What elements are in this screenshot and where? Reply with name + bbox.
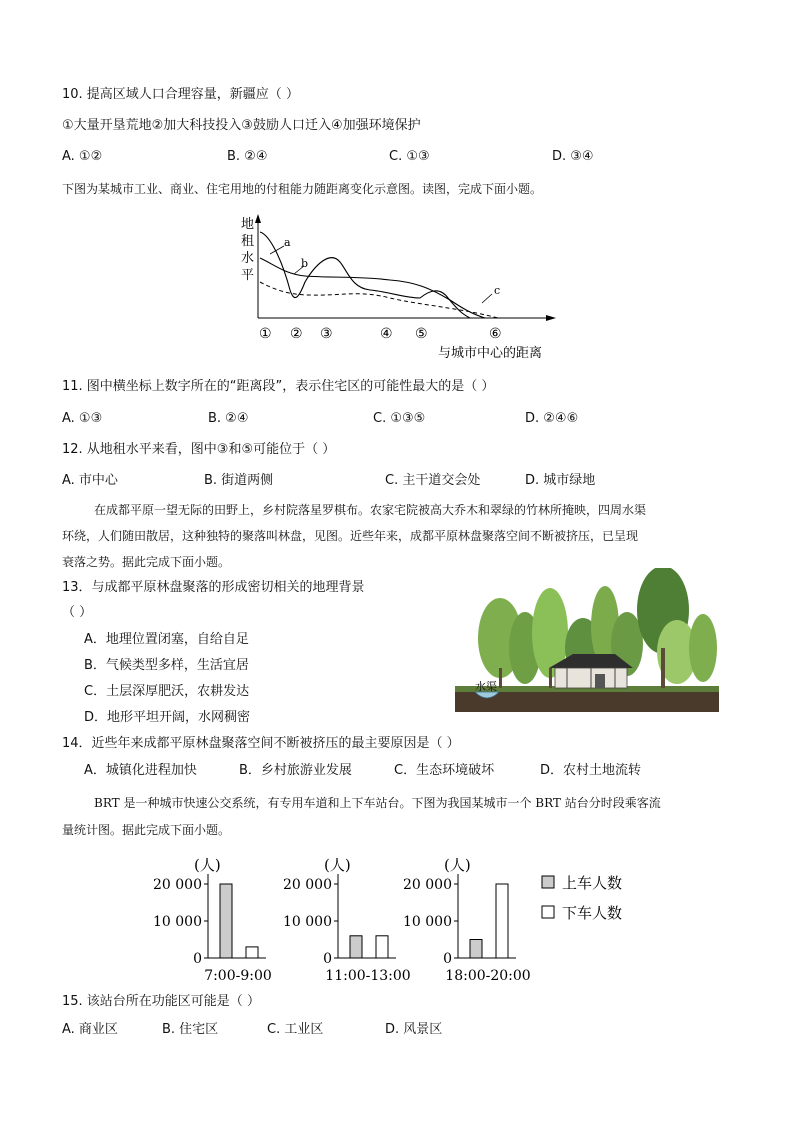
rent-ylabel-1: 地 — [241, 217, 255, 232]
intro-linpan-line3: 衰落之势。据此完成下面小题。 — [62, 555, 231, 569]
house-door — [595, 674, 605, 688]
brt-y-tick-label: 10 000 — [283, 914, 332, 930]
q15-option-d[interactable]: D. 风景区 — [385, 1022, 443, 1037]
q11-option-b[interactable]: B. ②④ — [208, 411, 249, 426]
q10-option-b[interactable]: B. ②④ — [227, 149, 268, 164]
rent-xlabel: 与城市中心的距离 — [438, 346, 543, 360]
q13-option-c[interactable]: C．土层深厚肥沃，农耕发达 — [84, 684, 250, 699]
rent-curve-b — [260, 258, 485, 318]
rent-tick-3: ③ — [320, 326, 333, 342]
q13-option-b[interactable]: B．气候类型多样，生活宜居 — [84, 658, 249, 673]
legend-swatch-alighting — [542, 906, 554, 918]
brt-x-category-label: 11:00-13:00 — [325, 968, 411, 984]
rent-curve-label-c: c — [494, 284, 501, 297]
brt-y-tick-label: 0 — [193, 951, 202, 967]
rent-ylabel-3: 水 — [241, 251, 255, 266]
q10-option-a[interactable]: A. ①② — [62, 149, 103, 164]
rent-curve-label-b: b — [301, 257, 309, 270]
tree-trunk — [499, 668, 502, 688]
intro-brt-line1: BRT 是一种城市快速公交系统，有专用车道和上下车站台。下图为我国某城市一个 BRT 站台分时段乘客流 — [94, 796, 661, 810]
q15-stem: 15. 该站台所在功能区可能是（ ） — [62, 994, 260, 1009]
q11-option-d[interactable]: D. ②④⑥ — [525, 411, 579, 426]
q12-stem: 12. 从地租水平来看，图中③和⑤可能位于（ ） — [62, 442, 336, 457]
brt-y-tick-label: 0 — [323, 951, 332, 967]
rent-ylabel-4: 平 — [241, 268, 255, 283]
legend-label-alighting: 下车人数 — [562, 904, 623, 922]
rent-curve-a — [260, 232, 470, 318]
rent-x-arrow — [546, 315, 556, 321]
rent-tick-4: ④ — [380, 326, 393, 342]
tree-icon — [689, 614, 717, 682]
legend-swatch-boarding — [542, 876, 554, 888]
brt-bar-alighting — [376, 936, 388, 958]
q12-option-b[interactable]: B. 街道两侧 — [204, 473, 274, 488]
q11-option-a[interactable]: A. ①③ — [62, 411, 103, 426]
q12-option-c[interactable]: C. 主干道交会处 — [385, 473, 481, 488]
rent-tick-6: ⑥ — [489, 326, 502, 342]
q10-items: ①大量开垦荒地②加大科技投入③鼓励人口迁入④加强环境保护 — [62, 118, 421, 133]
brt-ylabel-unit: (人) — [194, 856, 221, 874]
tree-trunk — [661, 648, 665, 688]
brt-x-category-label: 7:00-9:00 — [204, 968, 272, 984]
q10-option-c[interactable]: C. ①③ — [389, 149, 430, 164]
brt-y-tick-label: 20 000 — [403, 877, 452, 893]
rent-curve-label-a: a — [284, 236, 291, 249]
intro-linpan-line1: 在成都平原一望无际的田野上，乡村院落星罗棋布。农家宅院被高大乔木和翠绿的竹林所掩映，四周水渠 — [94, 503, 647, 517]
brt-bar-boarding — [350, 936, 362, 958]
brt-ylabel-unit: (人) — [324, 856, 351, 874]
q13-option-d[interactable]: D．地形平坦开阔，水网稠密 — [84, 710, 251, 725]
q10-stem: 10. 提高区域人口合理容量，新疆应（ ） — [62, 87, 299, 102]
q14-option-a[interactable]: A．城镇化进程加快 — [84, 763, 197, 778]
q14-option-d[interactable]: D．农村土地流转 — [540, 763, 642, 778]
rent-y-arrow — [255, 214, 261, 223]
brt-y-tick-label: 10 000 — [403, 914, 452, 930]
intro-linpan-line2: 环绕，人们随田散居，这种独特的聚落叫林盘，见图。近些年来，成都平原林盘聚落空间不断被挤压，已呈现 — [62, 529, 639, 543]
q15-option-b[interactable]: B. 住宅区 — [162, 1022, 219, 1037]
rent-tick-5: ⑤ — [415, 326, 428, 342]
linpan-photo — [455, 568, 719, 712]
q11-stem: 11. 图中横坐标上数字所在的“距离段”，表示住宅区的可能性最大的是（ ） — [62, 379, 495, 394]
brt-bar-boarding — [220, 884, 232, 958]
q12-option-d[interactable]: D. 城市绿地 — [525, 473, 596, 488]
rent-ylabel-2: 租 — [241, 234, 255, 249]
q13-stem: 13．与成都平原林盘聚落的形成密切相关的地理背景 — [62, 580, 365, 595]
brt-y-tick-label: 20 000 — [153, 877, 202, 893]
q14-option-b[interactable]: B．乡村旅游业发展 — [239, 763, 352, 778]
brt-ylabel-unit: (人) — [444, 856, 471, 874]
rent-chart — [230, 210, 560, 360]
intro-brt-line2: 量统计图。据此完成下面小题。 — [62, 823, 231, 837]
legend-label-boarding: 上车人数 — [562, 874, 623, 892]
rent-tick-1: ① — [259, 326, 272, 342]
brt-charts — [150, 850, 630, 986]
q10-option-d[interactable]: D. ③④ — [552, 149, 594, 164]
photo-label-water-channel: 水渠 — [475, 680, 497, 693]
brt-bar-alighting — [246, 947, 258, 958]
q13-paren: （ ） — [62, 605, 93, 620]
q13-option-a[interactable]: A．地理位置闭塞，自给自足 — [84, 632, 249, 647]
brt-bar-alighting — [496, 884, 508, 958]
q14-stem: 14．近些年来成都平原林盘聚落空间不断被挤压的最主要原因是（ ） — [62, 736, 460, 751]
rent-tick-2: ② — [290, 326, 303, 342]
brt-bar-boarding — [470, 940, 482, 959]
brt-x-category-label: 18:00-20:00 — [445, 968, 531, 984]
brt-y-tick-label: 10 000 — [153, 914, 202, 930]
brt-y-tick-label: 0 — [443, 951, 452, 967]
brt-y-tick-label: 20 000 — [283, 877, 332, 893]
q15-option-c[interactable]: C. 工业区 — [267, 1022, 324, 1037]
rent-leader-c — [482, 294, 492, 303]
q15-option-a[interactable]: A. 商业区 — [62, 1022, 118, 1037]
q12-option-a[interactable]: A. 市中心 — [62, 473, 118, 488]
tree-trunk — [549, 668, 552, 688]
q11-option-c[interactable]: C. ①③⑤ — [373, 411, 426, 426]
q14-option-c[interactable]: C．生态环境破坏 — [394, 763, 495, 778]
intro-rent-chart: 下图为某城市工业、商业、住宅用地的付租能力随距离变化示意图。读图，完成下面小题。 — [62, 182, 543, 196]
